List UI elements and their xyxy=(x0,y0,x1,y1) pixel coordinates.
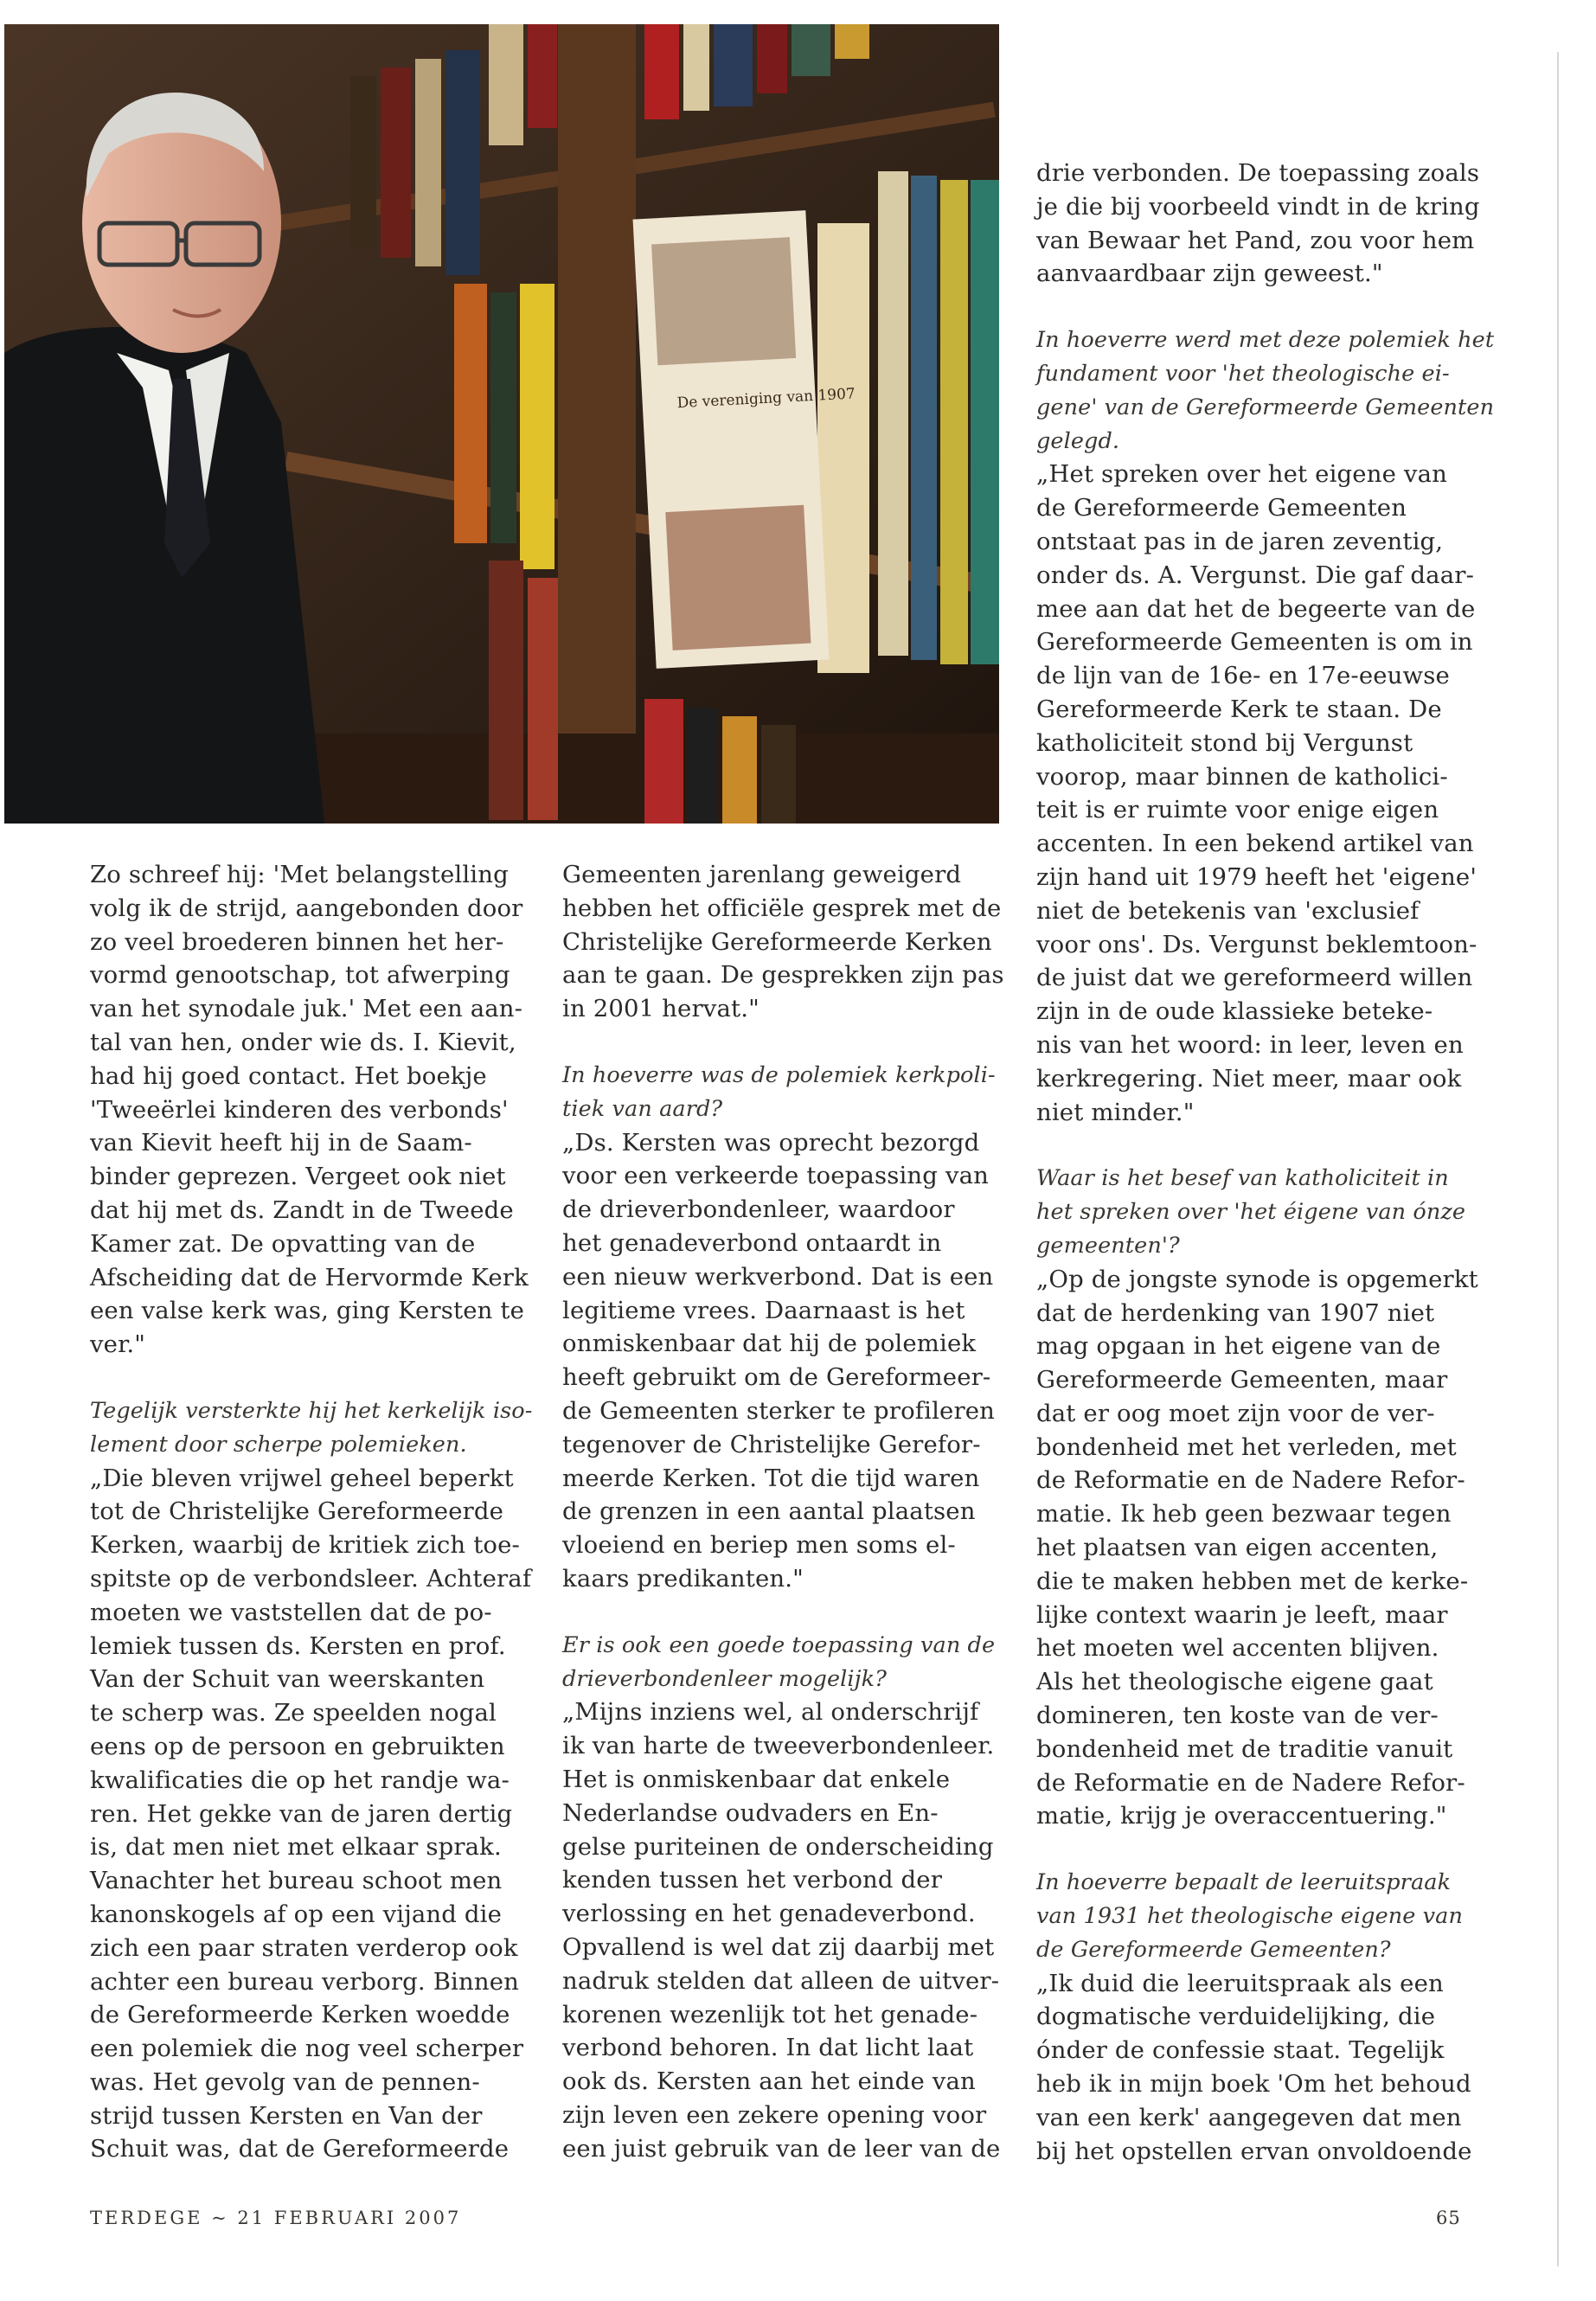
text-line: 'Tweeërlei kinderen des verbonds' xyxy=(90,1095,509,1124)
text-line: Van der Schuit van weerskanten xyxy=(90,1665,485,1694)
bookshelf-portrait-image xyxy=(4,24,999,824)
text-line: de lijn van de 16e- en 17e-eeuwse xyxy=(1036,662,1450,690)
text-line: ver." xyxy=(90,1330,146,1359)
text-line: tot de Christelijke Gereformeerde xyxy=(90,1497,504,1526)
text-line: korenen wezenlijk tot het genade- xyxy=(562,2000,978,2029)
interview-question xyxy=(562,1059,1004,1126)
text-line: eens op de persoon en gebruikten xyxy=(90,1732,505,1760)
question-line: de Gereformeerde Gemeenten? xyxy=(1036,1936,1391,1963)
text-line: hebben het officiële gesprek met de xyxy=(562,894,1002,922)
text-line: teit is er ruimte voor enige eigen xyxy=(1036,796,1439,824)
text-line: niet minder." xyxy=(1036,1098,1195,1126)
text-line: aan te gaan. De gesprekken zijn pas xyxy=(562,961,1004,990)
interview-question xyxy=(562,1629,1004,1696)
text-line: domineren, ten koste van de ver- xyxy=(1036,1702,1439,1730)
text-line: de juist dat we gereformeerd willen xyxy=(1036,964,1473,992)
text-line: matie, krijg je overaccentuering." xyxy=(1036,1802,1447,1830)
text-line: het plaatsen van eigen accenten, xyxy=(1036,1534,1439,1562)
text-line: van een kerk' aangegeven dat men xyxy=(1036,2103,1462,2131)
page-edge-rule xyxy=(1557,52,1559,2266)
text-line: bondenheid met de traditie vanuit xyxy=(1036,1734,1453,1763)
text-line: matie. Ik heb geen bezwaar tegen xyxy=(1036,1500,1452,1529)
text-line: ónder de confessie staat. Tegelijk xyxy=(1036,2036,1445,2065)
text-line: achter een bureau verborg. Binnen xyxy=(90,1967,520,1996)
text-line: kaars predikanten." xyxy=(562,1564,804,1593)
footer-publication: TERDEGE ~ 21 FEBRUARI 2007 xyxy=(90,2208,462,2228)
text-line: heb ik in mijn boek 'Om het behoud xyxy=(1036,2070,1471,2099)
text-line: legitieme vrees. Daarnaast is het xyxy=(562,1296,965,1324)
text-line: mee aan dat het de begeerte van de xyxy=(1036,594,1476,623)
question-line: lement door scherpe polemieken. xyxy=(90,1431,467,1458)
text-line: „Het spreken over het eigene van xyxy=(1036,460,1447,489)
text-line: dogmatische verduidelijking, die xyxy=(1036,2003,1436,2031)
text-line: bij het opstellen ervan onvoldoende xyxy=(1036,2137,1472,2165)
question-line: Tegelijk versterkte hij het kerkelijk iso- xyxy=(90,1397,533,1424)
text-line: dat de herdenking van 1907 niet xyxy=(1036,1298,1435,1327)
text-line: van Bewaar het Pand, zou voor hem xyxy=(1036,226,1475,254)
book-cover-title: De vereniging van 1907 xyxy=(676,385,856,413)
text-line: in 2001 hervat." xyxy=(562,995,760,1023)
text-line: voor ons'. Ds. Vergunst beklemtoon- xyxy=(1036,930,1477,958)
text-line: zijn in de oude klassieke beteke- xyxy=(1036,997,1433,1026)
question-line: fundament voor 'het theologische ei- xyxy=(1036,360,1450,387)
text-line: „Die bleven vrijwel geheel beperkt xyxy=(90,1464,514,1492)
text-line: Opvallend is wel dat zij daarbij met xyxy=(562,1932,995,1961)
text-line: ook ds. Kersten aan het einde van xyxy=(562,2067,976,2096)
text-line: de Reformatie en de Nadere Refor- xyxy=(1036,1768,1465,1797)
text-line: dat er oog moet zijn voor de ver- xyxy=(1036,1399,1435,1427)
text-line: een polemiek die nog veel scherper xyxy=(90,2035,524,2063)
text-line: „Ds. Kersten was oprecht bezorgd xyxy=(562,1128,980,1157)
text-line: kerkregering. Niet meer, maar ook xyxy=(1036,1064,1462,1093)
text-line: tal van hen, onder wie ds. I. Kievit, xyxy=(90,1028,516,1056)
text-line: voorop, maar binnen de katholici- xyxy=(1036,762,1448,791)
text-line: voor een verkeerde toepassing van xyxy=(562,1162,990,1190)
text-line: moeten we vaststellen dat de po- xyxy=(90,1598,492,1626)
text-line: zo veel broederen binnen het her- xyxy=(90,927,504,956)
text-line: de Gereformeerde Gemeenten xyxy=(1036,494,1407,522)
text-line: de drieverbondenleer, waardoor xyxy=(562,1195,955,1224)
question-line: tiek van aard? xyxy=(562,1095,723,1122)
text-line: de grenzen in een aantal plaatsen xyxy=(562,1497,976,1526)
text-line: zijn leven een zekere opening voor xyxy=(562,2100,987,2129)
text-line: je die bij voorbeeld vindt in de kring xyxy=(1036,192,1480,221)
text-line: het moeten wel accenten blijven. xyxy=(1036,1634,1439,1663)
text-line: te scherp was. Ze speelden nogal xyxy=(90,1699,497,1727)
article-photo xyxy=(4,24,999,824)
text-line: vormd genootschap, tot afwerping xyxy=(90,961,510,990)
text-line: meerde Kerken. Tot die tijd waren xyxy=(562,1464,980,1492)
text-line: tegenover de Christelijke Gerefor- xyxy=(562,1430,981,1458)
text-line: volg ik de strijd, aangebonden door xyxy=(90,894,523,922)
text-line: zijn hand uit 1979 heeft het 'eigene' xyxy=(1036,862,1477,891)
text-line: Het is onmiskenbaar dat enkele xyxy=(562,1765,951,1793)
text-line: onmiskenbaar dat hij de polemiek xyxy=(562,1330,977,1358)
question-line: drieverbondenleer mogelijk? xyxy=(562,1665,888,1692)
col2-paragraph-2 xyxy=(562,1126,1004,1596)
text-line: verlossing en het genadeverbond. xyxy=(562,1900,976,1928)
text-line: binder geprezen. Vergeet ook niet xyxy=(90,1163,506,1191)
text-line: is, dat men niet met elkaar sprak. xyxy=(90,1833,502,1862)
text-line: van Kievit heeft hij in de Saam- xyxy=(90,1129,472,1157)
text-line: ik van harte de tweeverbondenleer. xyxy=(562,1732,995,1760)
question-line: van 1931 het theologische eigene van xyxy=(1036,1903,1464,1930)
text-line: kanonskogels af op een vijand die xyxy=(90,1900,503,1928)
question-line: gemeenten'? xyxy=(1036,1232,1180,1259)
text-line: verbond behoren. In dat licht laat xyxy=(562,2034,974,2062)
text-line: een juist gebruik van de leer van de xyxy=(562,2134,1001,2163)
col3-paragraph-2 xyxy=(1036,458,1494,1129)
text-line: Christelijke Gereformeerde Kerken xyxy=(562,927,992,956)
question-line: gene' van de Gereformeerde Gemeenten xyxy=(1036,394,1495,420)
question-line: het spreken over 'het éigene van ónze xyxy=(1036,1199,1466,1226)
text-line: Kerken, waarbij de kritiek zich toe- xyxy=(90,1531,520,1560)
text-line: spitste op de verbondsleer. Achteraf xyxy=(90,1564,532,1593)
col1-paragraph-1 xyxy=(90,858,532,1362)
text-line: die te maken hebben met de kerke- xyxy=(1036,1567,1469,1595)
text-line: Gemeenten jarenlang geweigerd xyxy=(562,861,962,888)
text-line: nis van het woord: in leer, leven en xyxy=(1036,1030,1464,1059)
text-line: vloeiend en beriep men soms el- xyxy=(562,1531,956,1560)
text-line: Zo schreef hij: 'Met belangstelling xyxy=(90,861,509,888)
interview-question xyxy=(1036,1162,1494,1262)
interview-question xyxy=(90,1394,532,1462)
text-line: „Ik duid die leeruitspraak als een xyxy=(1036,1969,1444,1997)
text-line: had hij goed contact. Het boekje xyxy=(90,1061,487,1090)
text-line: bondenheid met het verleden, met xyxy=(1036,1433,1457,1461)
text-line: lemiek tussen ds. Kersten en prof. xyxy=(90,1631,506,1660)
text-line: Nederlandse oudvaders en En- xyxy=(562,1798,939,1827)
text-line: „Mijns inziens wel, al onderschrijf xyxy=(562,1698,979,1727)
text-line: drie verbonden. De toepassing zoals xyxy=(1036,159,1480,187)
text-line: onder ds. A. Vergunst. Die gaf daar- xyxy=(1036,561,1475,589)
question-line: Waar is het besef van katholiciteit in xyxy=(1036,1165,1449,1192)
col2-paragraph-1 xyxy=(562,858,1004,1026)
text-line: kenden tussen het verbond der xyxy=(562,1866,943,1894)
text-line: een nieuw werkverbond. Dat is een xyxy=(562,1262,994,1291)
question-line: In hoeverre bepaalt de leeruitspraak xyxy=(1036,1869,1452,1896)
col1-paragraph-2 xyxy=(90,1462,532,2167)
question-line: In hoeverre was de polemiek kerkpoli- xyxy=(562,1061,996,1088)
text-line: Vanachter het bureau schoot men xyxy=(90,1867,503,1895)
text-line: Als het theologische eigene gaat xyxy=(1036,1668,1433,1696)
text-line: een valse kerk was, ging Kersten te xyxy=(90,1297,525,1325)
text-line: aanvaardbaar zijn geweest." xyxy=(1036,260,1383,288)
text-line: Schuit was, dat de Gereformeerde xyxy=(90,2135,510,2163)
interview-question xyxy=(1036,1866,1494,1966)
text-line: nadruk stelden dat alleen de uitver- xyxy=(562,1966,1000,1995)
text-line: zich een paar straten verderop ook xyxy=(90,1933,518,1962)
text-line: Gereformeerde Kerk te staan. De xyxy=(1036,695,1442,723)
interview-question xyxy=(1036,324,1494,458)
text-line: strijd tussen Kersten en Van der xyxy=(90,2101,483,2130)
question-line: Er is ook een goede toepassing van de xyxy=(562,1631,996,1658)
col3-paragraph-3 xyxy=(1036,1263,1494,1834)
text-line: de Reformatie en de Nadere Refor- xyxy=(1036,1466,1465,1495)
page-number: 65 xyxy=(1436,2208,1461,2228)
column-2 xyxy=(562,858,1004,2165)
col3-paragraph-1 xyxy=(1036,157,1494,291)
text-line: het genadeverbond ontaardt in xyxy=(562,1228,942,1257)
column-1 xyxy=(90,858,532,2166)
text-line: niet de betekenis van 'exclusief xyxy=(1036,896,1420,925)
text-line: ren. Het gekke van de jaren dertig xyxy=(90,1799,513,1828)
text-line: mag opgaan in het eigene van de xyxy=(1036,1332,1441,1361)
text-line: van het synodale juk.' Met een aan- xyxy=(90,995,523,1023)
col3-paragraph-4 xyxy=(1036,1967,1494,2169)
text-line: Gereformeerde Gemeenten, maar xyxy=(1036,1366,1448,1394)
text-line: dat hij met ds. Zandt in de Tweede xyxy=(90,1195,514,1224)
column-3 xyxy=(1036,157,1494,2168)
text-line: de Gemeenten sterker te profileren xyxy=(562,1396,996,1425)
text-line: heeft gebruikt om de Gereformeer- xyxy=(562,1363,991,1392)
question-line: gelegd. xyxy=(1036,427,1120,454)
text-line: Gereformeerde Gemeenten is om in xyxy=(1036,628,1473,657)
text-line: „Op de jongste synode is opgemerkt xyxy=(1036,1265,1478,1293)
text-line: katholiciteit stond bij Vergunst xyxy=(1036,728,1413,757)
text-line: gelse puriteinen de onderscheiding xyxy=(562,1832,994,1861)
text-line: lijke context waarin je leeft, maar xyxy=(1036,1600,1448,1629)
col2-paragraph-3 xyxy=(562,1695,1004,2165)
text-line: ontstaat pas in de jaren zeventig, xyxy=(1036,527,1444,555)
text-line: kwalificaties die op het randje wa- xyxy=(90,1766,510,1794)
text-line: Afscheiding dat de Hervormde Kerk xyxy=(90,1263,529,1292)
text-line: was. Het gevolg van de pennen- xyxy=(90,2067,480,2096)
text-line: de Gereformeerde Kerken woedde xyxy=(90,2001,510,2029)
text-line: Kamer zat. De opvatting van de xyxy=(90,1229,476,1258)
text-line: accenten. In een bekend artikel van xyxy=(1036,830,1474,858)
question-line: In hoeverre werd met deze polemiek het xyxy=(1036,327,1495,354)
